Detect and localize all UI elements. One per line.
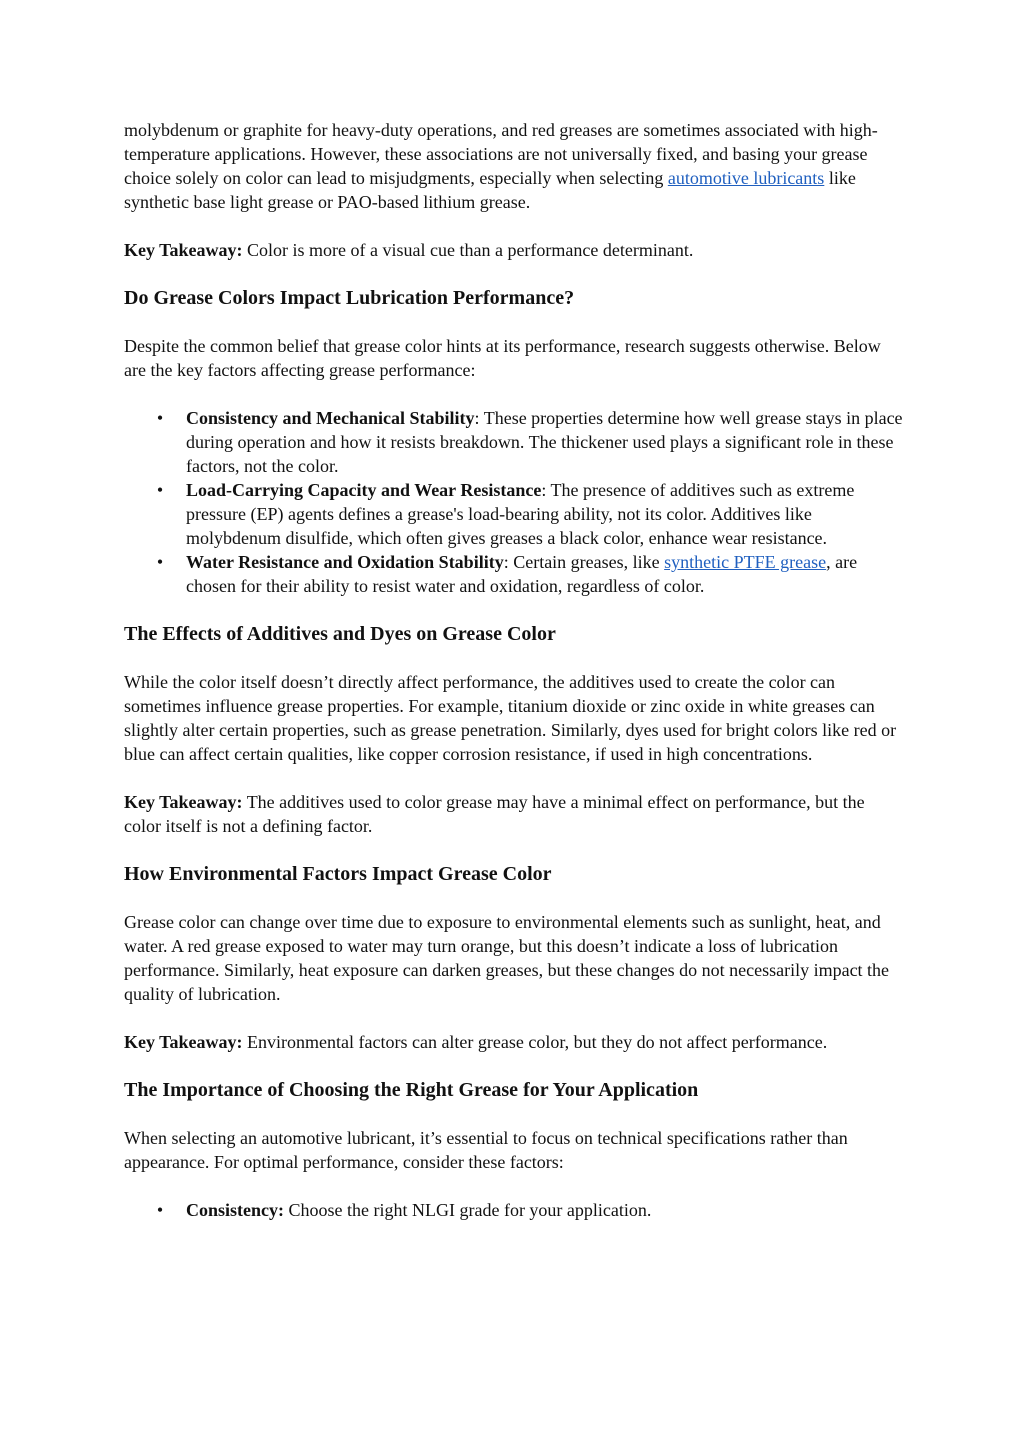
section4-paragraph: When selecting an automotive lubricant, it’s essential to focus on technical specifications rather than appearance. For optimal performance, consider these factors: — [124, 1128, 848, 1172]
intro-text-end: like synthetic base light grease or PAO-based lithium grease. — [124, 168, 856, 212]
list-item — [124, 478, 904, 550]
list-item-title: Water Resistance and Oxidation Stability — [186, 552, 504, 572]
key-takeaway-1 — [124, 238, 904, 262]
list-item-title: Consistency and Mechanical Stability — [186, 408, 475, 428]
key-takeaway-label: Key Takeaway: — [124, 1032, 243, 1052]
key-takeaway-text: Environmental factors can alter grease color, but they do not affect performance. — [242, 1032, 828, 1052]
document-page — [124, 118, 904, 1222]
bullet-icon: • — [156, 552, 164, 572]
list-item-text: Choose the right NLGI grade for your application. — [284, 1200, 652, 1220]
list-item-text: : The presence of additives such as extreme pressure (EP) agents defines a grease's load-bearing ability, not its color. Additives like molybdenum disulfide, which often gives greases a black color, enhance wear resistance. — [186, 480, 855, 548]
list-item-text-end: , are chosen for their ability to resist water and oxidation, regardless of color. — [186, 552, 858, 596]
key-takeaway-2 — [124, 790, 904, 838]
key-takeaway-label: Key Takeaway: — [124, 792, 243, 812]
section-heading-choosing: The Importance of Choosing the Right Grease for Your Application — [124, 1079, 699, 1101]
list-item — [124, 550, 904, 598]
bullet-icon: • — [156, 1200, 164, 1220]
bullet-icon: • — [156, 480, 164, 500]
intro-text-start: molybdenum or graphite for heavy-duty operations, and red greases are sometimes associated with high-temperature applications. However, these associations are not universally fixed, and basing your grease choice solely on color can lead to misjudgments, especially when selecting — [124, 120, 878, 188]
performance-factors-list — [124, 406, 904, 598]
section2-paragraph: While the color itself doesn’t directly affect performance, the additives used to create the color can sometimes influence grease properties. For example, titanium dioxide or zinc oxide in white greases can slightly alter certain properties, such as grease penetration. Similarly, dyes used for bright colors like red or blue can affect certain qualities, like copper corrosion resistance, if used in high concentrations. — [124, 672, 897, 764]
synthetic-ptfe-grease-link[interactable]: synthetic PTFE grease — [664, 552, 827, 572]
key-takeaway-text: The additives used to color grease may have a minimal effect on performance, but the color itself is not a defining factor. — [124, 792, 865, 836]
intro-paragraph — [124, 118, 904, 214]
bullet-icon: • — [156, 408, 164, 428]
section3-paragraph: Grease color can change over time due to exposure to environmental elements such as sunlight, heat, and water. A red grease exposed to water may turn orange, but this doesn’t indicate a loss of lubrication performance. Similarly, heat exposure can darken greases, but these changes do not necessarily impact the quality of lubrication. — [124, 912, 890, 1004]
section-heading-additives: The Effects of Additives and Dyes on Grease Color — [124, 623, 556, 645]
selection-factors-list — [124, 1198, 904, 1222]
section-heading-performance: Do Grease Colors Impact Lubrication Performance? — [124, 287, 575, 309]
list-item-title: Load-Carrying Capacity and Wear Resistance — [186, 480, 542, 500]
automotive-lubricants-link[interactable]: automotive lubricants — [667, 168, 825, 188]
key-takeaway-label: Key Takeaway: — [124, 240, 243, 260]
list-item-text: : Certain greases, like — [503, 552, 665, 572]
section-heading-environment: How Environmental Factors Impact Grease Color — [124, 863, 552, 885]
key-takeaway-text: Color is more of a visual cue than a performance determinant. — [242, 240, 694, 260]
key-takeaway-3 — [124, 1030, 904, 1054]
list-item-text: : These properties determine how well grease stays in place during operation and how it resists breakdown. The thickener used plays a significant role in these factors, not the color. — [186, 408, 903, 476]
list-item — [124, 406, 904, 478]
list-item — [124, 1198, 904, 1222]
list-item-title: Consistency: — [186, 1200, 284, 1220]
section1-paragraph: Despite the common belief that grease color hints at its performance, research suggests otherwise. Below are the key factors affecting grease performance: — [124, 336, 881, 380]
